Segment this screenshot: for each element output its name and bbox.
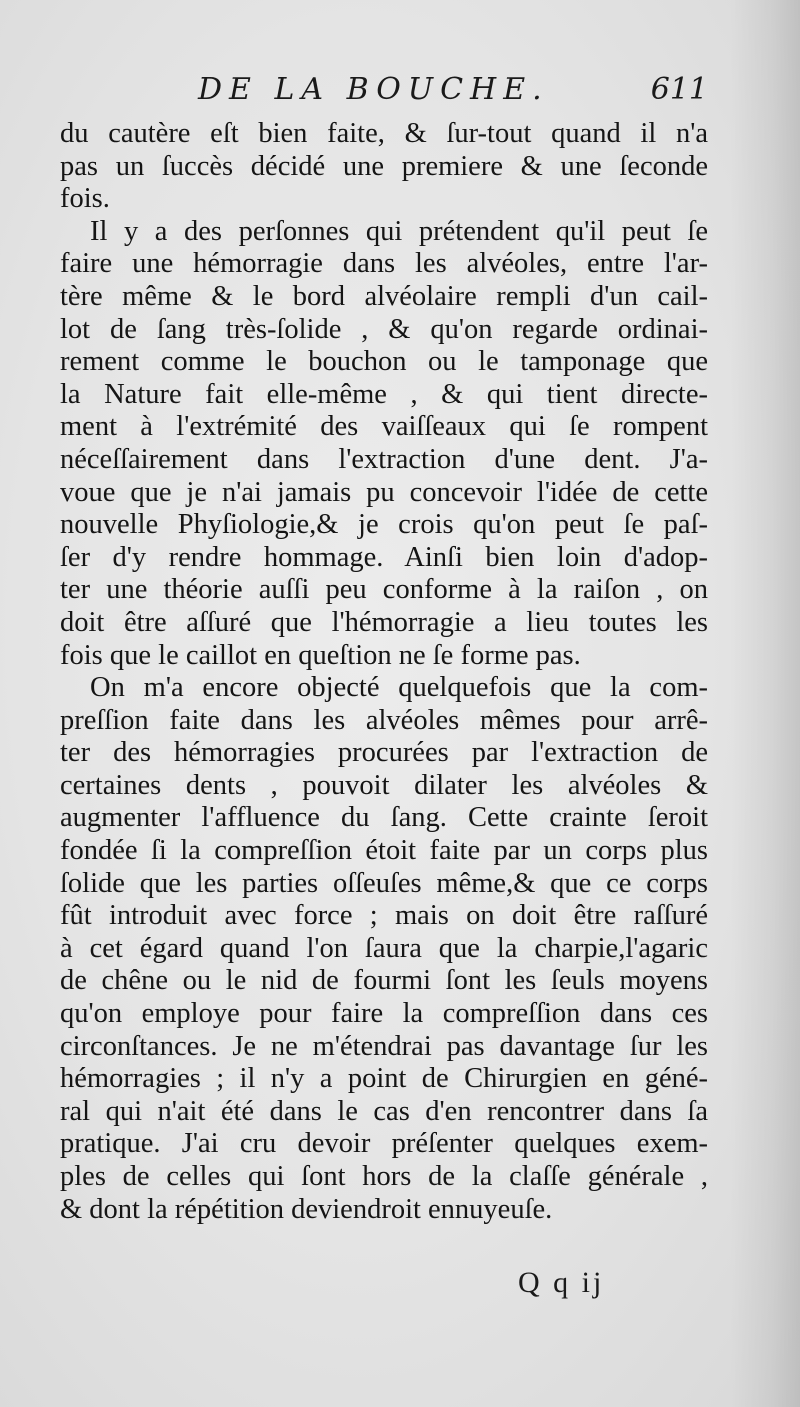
text-line: circonſtances. Je ne m'étendrai pas davantage ſur les bbox=[60, 1030, 708, 1062]
text-line: ter des hémorragies procurées par l'extraction de bbox=[60, 737, 708, 769]
text-line: ral qui n'ait été dans le cas d'en rencontrer dans ſa bbox=[60, 1095, 708, 1127]
text-line: hémorragies ; il n'y a point de Chirurgien en géné- bbox=[60, 1063, 708, 1095]
text-line: augmenter l'affluence du ſang. Cette crainte ſeroit bbox=[60, 802, 708, 834]
body-text bbox=[60, 118, 708, 1226]
page-edge-shadow bbox=[730, 0, 800, 1407]
text-line: lot de ſang très-ſolide , & qu'on regarde ordinai- bbox=[60, 313, 708, 345]
text-line: tère même & le bord alvéolaire rempli d'un cail- bbox=[60, 280, 708, 312]
text-line: de chêne ou le nid de fourmi ſont les ſeuls moyens bbox=[60, 965, 708, 997]
text-line: pas un ſuccès décidé une premiere & une ſeconde bbox=[60, 150, 708, 182]
signature-mark: Q q ij bbox=[518, 1266, 605, 1299]
text-line: certaines dents , pouvoit dilater les alvéoles & bbox=[60, 769, 708, 801]
text-line: fût introduit avec force ; mais on doit être raſſuré bbox=[60, 900, 708, 932]
text-line: fois. bbox=[60, 183, 110, 215]
text-line: preſſion faite dans les alvéoles mêmes pour arrê- bbox=[60, 704, 708, 736]
text-line: voue que je n'ai jamais pu concevoir l'idée de cette bbox=[60, 476, 708, 508]
text-line: à cet égard quand l'on ſaura que la charpie,l'agaric bbox=[60, 932, 708, 964]
text-line: fondée ſi la compreſſion étoit faite par un corps plus bbox=[60, 835, 708, 867]
paragraph-start-line: On m'a encore objecté quelquefois que la com- bbox=[90, 672, 708, 704]
text-line: néceſſairement dans l'extraction d'une dent. J'a- bbox=[60, 443, 708, 475]
text-line: fois que le caillot en queſtion ne ſe forme pas. bbox=[60, 639, 581, 671]
page-number: 611 bbox=[650, 72, 708, 107]
text-line: ples de celles qui ſont hors de la claſſe générale , bbox=[60, 1161, 708, 1192]
text-line: rement comme le bouchon ou le tamponage que bbox=[60, 346, 708, 378]
text-line: qu'on employe pour faire la compreſſion dans ces bbox=[60, 998, 708, 1030]
text-line: doit être aſſuré que l'hémorragie a lieu toutes les bbox=[60, 606, 708, 638]
text-line: la Nature fait elle-même , & qui tient directe- bbox=[60, 378, 708, 410]
text-line: ment à l'extrémité des vaiſſeaux qui ſe rompent bbox=[60, 411, 708, 443]
text-line: pratique. J'ai cru devoir préſenter quelques exem- bbox=[60, 1128, 708, 1160]
text-line: & dont la répétition deviendroit ennuyeuſe. bbox=[60, 1193, 553, 1225]
text-line: ſolide que les parties oſſeuſes même,& que ce corps bbox=[60, 867, 708, 899]
text-line: du cautère eſt bien faite, & ſur-tout quand il n'a bbox=[60, 118, 708, 149]
paragraph-start-line: Il y a des perſonnes qui prétendent qu'il peut ſe bbox=[90, 215, 708, 247]
text-line: ter une théorie auſſi peu conforme à la raiſon , on bbox=[60, 574, 708, 606]
running-head-title: DE LA BOUCHE. bbox=[198, 72, 549, 107]
text-line: faire une hémorragie dans les alvéoles, entre l'ar- bbox=[60, 248, 708, 280]
running-head bbox=[198, 72, 708, 112]
text-line: ſer d'y rendre hommage. Ainſi bien loin d'adop- bbox=[60, 541, 708, 573]
text-line: nouvelle Phyſiologie,& je crois qu'on peut ſe paſ- bbox=[60, 509, 708, 541]
